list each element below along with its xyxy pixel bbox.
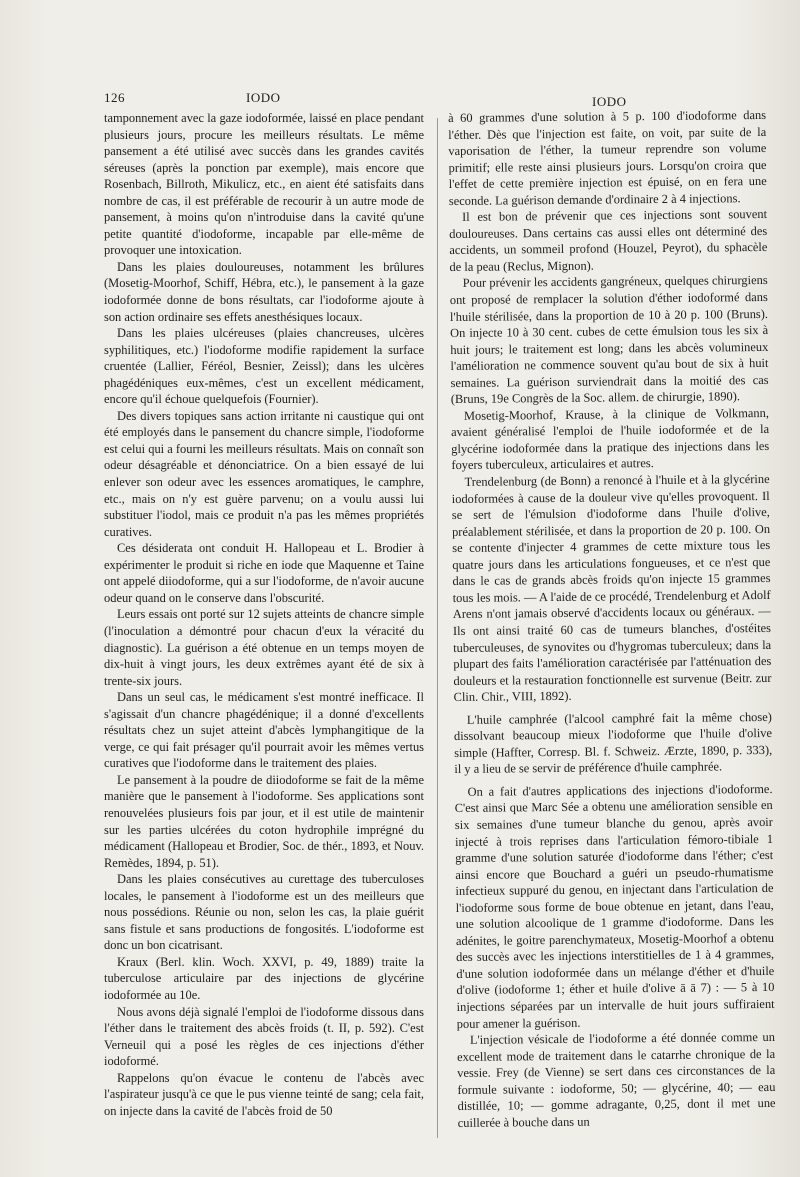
right-running-title: IODO — [592, 94, 627, 109]
right-column — [448, 107, 776, 1150]
paragraph: Dans un seul cas, le médicament s'est montré inefficace. Il s'agissait d'un chancre phagédénique; il a donné d'excellents résultats chez un sujet atteint d'abcès lymphangitique de la verge, ce qui fait présager qu'il pourrait avoir les mêmes vertus curatives que l'iodoforme dans le traitement des plaies. — [104, 690, 424, 771]
paragraph: Dans les plaies consécutives au curettage des tuberculoses locales, le pansement à l'iodoforme est un des meilleurs que nous possédions. Réunie ou non, selon les cas, la plaie guérit sans fistule et sans productions de fongosités. L'iodoforme est donc un bon cicatrisant. — [104, 872, 424, 953]
paragraph: Il est bon de prévenir que ces injections sont souvent douloureuses. Dans certains cas aussi elles ont déterminé des accidents, un sommeil profond (Houzel, Peyrot), du sphacèle de la peau (Reclus, Mignon). — [449, 207, 768, 274]
paragraph: Ces désiderata ont conduit H. Hallopeau et L. Brodier à expérimenter le produit si riche en iode que Maquenne et Taine ont appelé diiodoforme, qui a sur l'iodoforme, de n'avoir aucune odeur quand on le conserve dans l'obscurité. — [104, 541, 424, 605]
paragraph: L'huile camphrée (l'alcool camphré fait la même chose) dissolvant beaucoup mieux l'iodoforme que l'huile d'olive simple (Haffter, Corresp. Bl. f. Schweiz. Ærzte, 1890, p. 333), il y a lieu de se servir de préférence d'huile camphrée. — [453, 709, 773, 777]
paragraph: On a fait d'autres applications des injections d'iodoforme. C'est ainsi que Marc Sée a obtenu une amélioration sensible en six semaines d'une tumeur blanche du genou, après avoir injecté à trois reprises dans l'articulation fémoro-tibiale 1 gramme d'une solution saturée d'iodoforme dans l'éther; c'est ainsi encore que Bouchard a guéri un pseudo-rhumatisme infectieux suppuré du genou, en injectant dans l'articulation de l'iodoforme sous forme de boue obtenue en jetant, dans l'eau, une solution alcoolique de 1 gramme d'iodoforme. Dans les adénites, le goitre parenchymateux, Mosetig-Moorhof a obtenu des succès avec les injections interstitielles de 1 à 4 grammes, d'une solution iodoformée dans un mélange d'éther et d'huile d'olive (iodoforme 1; éther et huile d'olive ā ā 7) : — 5 à 10 injections séparées par un intervalle de huit jours suffiraient pour amener la guérison. — [454, 781, 775, 1031]
page-number: 126 — [104, 90, 125, 105]
paragraph: Nous avons déjà signalé l'emploi de l'iodoforme dissous dans l'éther dans le traitement des abcès froids (t. II, p. 592). C'est Verneuil qui a posé les règles de ces injections d'éther iodoformé. — [104, 1004, 424, 1069]
left-column — [104, 110, 424, 1150]
paragraph: L'injection vésicale de l'iodoforme a été donnée comme un excellent mode de traitement dans le catarrhe chronique de la vessie. Frey (de Vienne) se sert dans ces circonstances de la formule suivante : iodoforme, 50; — glycérine, 40; — eau distillée, 10; — gomme adragante, 0,25, dont il met une cuillerée à bouche dans un — [457, 1029, 776, 1130]
paragraph: Mosetig-Moorhof, Krause, à la clinique de Volkmann, avaient généralisé l'emploi de l'huile iodoformée et de la glycérine iodoformée dans la pratique des injections dans les foyers tuberculeux, articulaires et autres. — [451, 405, 770, 473]
paragraph: Le pansement à la poudre de diiodoforme se fait de la même manière que le pansement à l'iodoforme. Ses applications sont renouvelées plusieurs fois par jour, et il est utile de maintenir sur les parties ulcérées du coton hydrophile imprégné du médicament (Hallopeau et Brodier, Soc. de thér., 1893, et Nouv. Remèdes, 1894, p. 51). — [104, 772, 424, 870]
paragraph: Kraux (Berl. klin. Woch. XXVI, p. 49, 1889) traite la tuberculose articulaire par des injections de glycérine iodoformée au 10e. — [104, 954, 424, 1002]
paragraph: Trendelenburg (de Bonn) a renoncé à l'huile et à la glycérine iodoformées à cause de la douleur vive qu'elles provoquent. Il se sert de l'émulsion d'iodoforme dans l'huile d'olive, préalablement stérilisée, et dans la proportion de 20 p. 100. On se contente d'injecter 4 grammes de cette mixture tous les quatre jours dans les articulations fongueuses, et ce n'est que dans le cas de grands abcès froids qu'on injecte 15 grammes tous les mois. — A l'aide de ce procédé, Trendelenburg et Adolf Arens n'ont jamais observé d'accidents locaux ou généraux. — Ils ont ainsi traité 60 cas de tumeurs blanches, d'ostéites tuberculeuses, de synovites ou d'hygromas tuberculeux; dans la plupart des faits l'amélioration caractérisée par l'atténuation des douleurs et la restauration fonctionnelle est survenue (Beitr. zur Clin. Chir., VIII, 1892). — [451, 471, 772, 705]
column-divider — [437, 118, 438, 1138]
paragraph: à 60 grammes d'une solution à 5 p. 100 d'iodoforme dans l'éther. Dès que l'injection est faite, on voit, par suite de la vaporisation de l'éther, la tumeur reprendre son volume primitif; elle reste ainsi plusieurs jours. Lorsqu'on croira que l'effet de cette première injection est épuisé, on en fera une seconde. La guérison demande d'ordinaire 2 à 4 injections. — [448, 107, 767, 208]
paragraph: Rappelons qu'on évacue le contenu de l'abcès avec l'aspirateur jusqu'à ce que le pus vienne teinté de sang; cela fait, on injecte dans la cavité de l'abcès froid de 50 — [104, 1070, 424, 1118]
paragraph: Leurs essais ont porté sur 12 sujets atteints de chancre simple (l'inoculation a démontré pour chacun d'eux la véracité du diagnostic). La guérison a été obtenue en un temps moyen de dix-huit à vingt jours, les deux extrêmes ayant été de six à trente-six jours. — [104, 607, 424, 688]
paragraph: Des divers topiques sans action irritante ni caustique qui ont été employés dans le pansement du chancre simple, l'iodoforme est celui qui a fourni les meilleurs résultats. Mais on connaît son odeur désagréable et dénonciatrice. On a bien essayé de lui enlever son odeur avec les essences aromatiques, le camphre, etc., mais on n'y est guère parvenu; on a voulu aussi lui substituer l'iodol, mais ce produit n'a pas les mêmes propriétés curatives. — [104, 408, 424, 539]
paragraph: Dans les plaies douloureuses, notamment les brûlures (Mosetig-Moorhof, Schiff, Hébra, etc.), le pansement à la gaze iodoformée donne de bons résultats, car l'iodoforme ajoute à son action ordinaire ses effets anesthésiques locaux. — [104, 259, 424, 324]
paragraph: Dans les plaies ulcéreuses (plaies chancreuses, ulcères syphilitiques, etc.) l'iodoforme modifie rapidement la surface cruentée (Lallier, Féréol, Besnier, Zeissl); dans les ulcères phagédéniques eux-mêmes, c'est un excellent médicament, encore qu'il échoue quelquefois (Fournier). — [104, 326, 424, 407]
paragraph: tamponnement avec la gaze iodoformée, laissé en place pendant plusieurs jours, procure les meilleurs résultats. Le même pansement a été utilisé avec succès dans les grandes cavités séreuses (après la ponction par exemple), mais encore que Rosenbach, Billroth, Mikulicz, etc., en aient été satisfaits dans nombre de cas, il est préférable de recourir à un autre mode de pansement, à moins qu'on n'introduise dans la cavité qu'une petite quantité d'iodoforme, incapable par elle-même de provoquer une intoxication. — [104, 111, 424, 258]
left-running-title: IODO — [246, 90, 281, 105]
paragraph: Pour prévenir les accidents gangréneux, quelques chirurgiens ont proposé de remplacer la solution d'éther iodoformé dans l'huile stérilisée, dans la proportion de 10 à 20 p. 100 (Bruns). On injecte 10 à 30 cent. cubes de cette émulsion tous les six à huit jours; le traitement est long; dans les abcès volumineux l'amélioration ne commence souvent qu'au bout de six à huit semaines. La guérison surviendrait dans la moitié des cas (Bruns, 19e Congrès de la Soc. allem. de chirurgie, 1890). — [449, 273, 769, 407]
